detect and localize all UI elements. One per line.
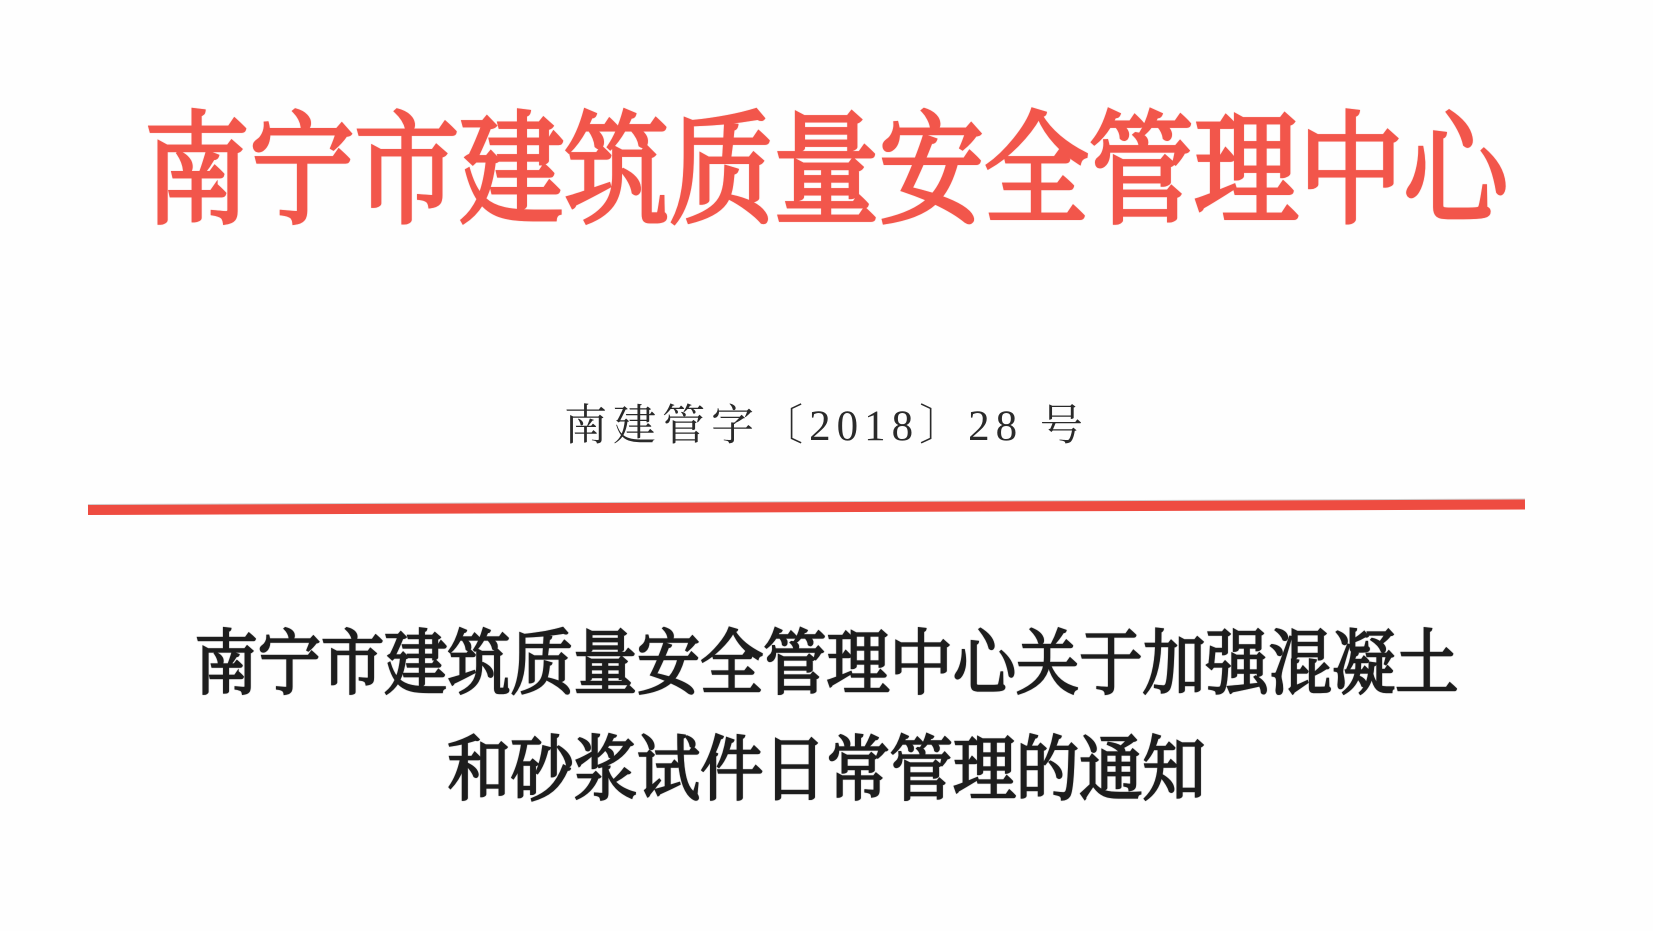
- red-divider-line: [88, 499, 1525, 515]
- document-title: [91, 612, 1562, 824]
- document-reference-number: 南建管字〔2018〕28 号: [564, 403, 1089, 450]
- document-title-line-1: 南宁市建筑质量安全管理中心关于加强混凝土: [194, 626, 1459, 704]
- letterhead-organization-name: 南宁市建筑质量安全管理中心: [144, 104, 1509, 240]
- document-title-line-2: 和砂浆试件日常管理的通知: [447, 732, 1206, 810]
